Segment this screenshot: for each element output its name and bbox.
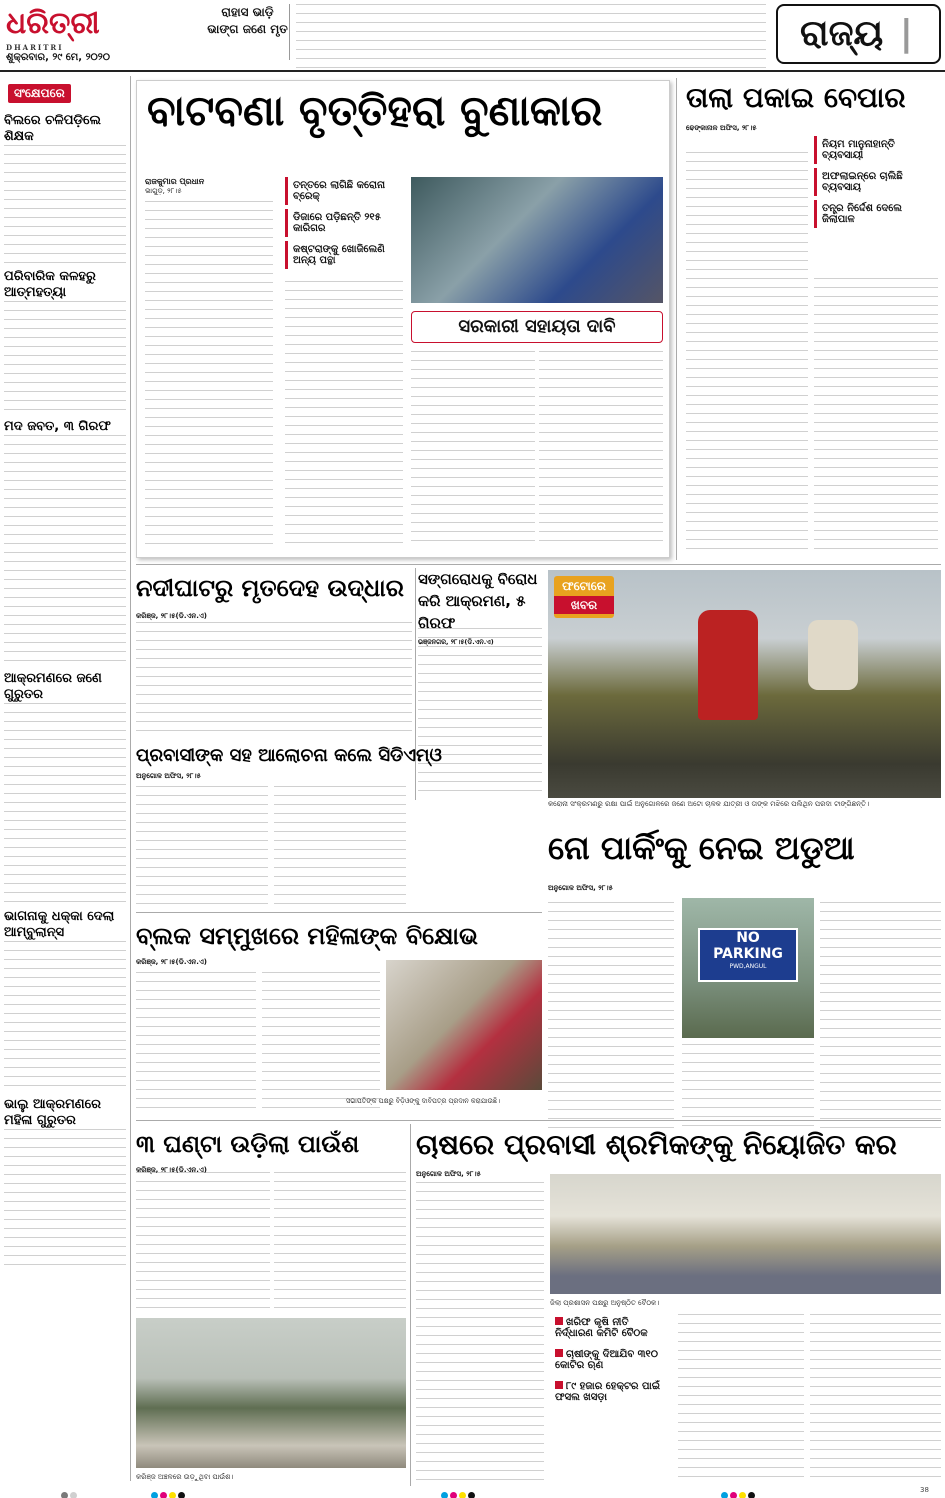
ash-caption: କରିଞ୍ଜ ଅଞ୍ଚଳରେ ଉଡ଼ୁଥିବା ପାଉଁଶ। (136, 1473, 234, 1481)
photo-news-tag: ଫଟୋରେ ଖବର (554, 576, 614, 618)
sidebar-briefs (4, 76, 126, 1481)
photo-news (548, 570, 941, 810)
cdmo-story (136, 742, 542, 910)
brief-headline: ମଦ ଜବତ, ୩ ଗିରଫ (4, 419, 111, 434)
brief-headline: ବିଲରେ ଚଳିପଡ଼ିଲେ ଶିକ୍ଷକ (4, 113, 101, 144)
protest-photo (386, 960, 542, 1090)
page-ref: 38 (920, 1486, 929, 1494)
parking-story (548, 818, 941, 1136)
block-story (136, 916, 542, 1112)
brief-headline: ଆକ୍ରମଣରେ ଜଣେ ଗୁରୁତର (4, 671, 102, 702)
lead-byline: ରାଜକୁମାର ପ୍ରଧାନ (145, 177, 205, 186)
photo-news-caption: କରୋନା ସଂକ୍ରମଣରୁ ରକ୍ଷା ପାଇଁ ଅନୁଗୋଳରେ ଜଣେ ଅଟୋ ଚାଳକ ଯାତ୍ରୀ ଓ ତାଙ୍କ ମଝିରେ ପଲିଥିନ ପରଦା ଟାଙ୍ଗିଛନ୍ତି। (548, 800, 870, 808)
brief-headline: ଭାଲୁ ଆକ୍ରମଣରେ ମହିଳା ଗୁରୁତର (4, 1097, 101, 1128)
lead-bullet: ଡିଜାରେ ପଡ଼ିଛନ୍ତି ୨୧୫ କାରିଗର (285, 209, 403, 237)
meeting-photo (550, 1174, 941, 1294)
business-bullet: ତନ୍ତ୍ର ନିର୍ଦ୍ଦେଶ ଦେଲେ ଜିଲାପାଳ (814, 200, 938, 228)
attack-dateline: ଭଞ୍ଜନଗର, ୨୮।୫(ଡି.ଏନ.ଏ) (418, 638, 494, 646)
attack-headline: ସଙ୍ଗରୋଧକୁ ବିରୋଧ କରି ଆକ୍ରମଣ, ୫ ଗିରଫ (418, 570, 538, 632)
river-headline: ନଦୀଘାଟରୁ ମୃତଦେହ ଉଦ୍ଧାର (136, 574, 404, 602)
print-registration-bar (0, 1486, 945, 1498)
farm-bullet: ୮୯ ହଜାର ହେକ୍ଟର ପାଇଁ ଫସଲ ଖସଡ଼ା (550, 1378, 670, 1406)
issue-date: ଶୁକ୍ରବାର, ୨୯ ମେ, ୨୦୨୦ (6, 52, 111, 63)
ash-headline: ୩ ଘଣ୍ଟା ଉଡ଼ିଲା ପାଉଁଶ (136, 1130, 360, 1158)
lead-bullet: କଷ୍ଟରାଙ୍କୁ ଖୋଜିଲେଣି ଅନ୍ୟ ପନ୍ଥା (285, 241, 403, 269)
block-dateline: କରିଞ୍ଜ, ୨୮।୫(ଡି.ଏନ.ଏ) (136, 958, 208, 966)
brief-headline: ପରିବାରିକ କଳହରୁ ଆତ୍ମହତ୍ୟା (4, 269, 96, 300)
no-parking-sign: NO PARKING PWD,ANGUL (698, 928, 798, 982)
lead-bullet: ତନ୍ତରେ ଲାଗିଛି କରୋନା ବ୍ରେକ୍ (285, 177, 403, 205)
river-story (136, 568, 412, 738)
business-story (680, 78, 940, 560)
business-headline: ତାଲା ପକାଇ ବେପାର (686, 81, 906, 114)
weaver-loom-photo (411, 177, 663, 303)
section-header: ରାଜ୍ୟ | (776, 4, 941, 64)
lead-headline: ବାଟବଣା ବୃତ୍ତିହରା ବୁଣାକାର (147, 86, 603, 135)
business-dateline: ଢେଙ୍କାନାଳ ଅଫିସ, ୨୮।୫ (686, 124, 757, 132)
farm-story (416, 1124, 941, 1486)
lead-subhead: ସରକାରୀ ସହାୟତା ଦାବି (411, 311, 663, 343)
farm-bullet: ଚାଷୀଙ୍କୁ ଦିଆଯିବ ୩୧୦ କୋଟିର ଋଣ (550, 1346, 670, 1374)
lead-story (136, 80, 670, 558)
cdmo-dateline: ଅନୁଗୋଳ ଅଫିସ, ୨୮।୫ (136, 772, 201, 780)
lead-dateline: ଭାଗୁଡ଼, ୨୮।୫ (145, 187, 182, 195)
top-story-text (296, 4, 766, 68)
block-headline: ବ୍ଲକ ସମ୍ମୁଖରେ ମହିଳାଙ୍କ ବିକ୍ଷୋଭ (136, 922, 478, 950)
no-parking-photo (682, 898, 814, 1038)
business-bullet: ନିୟମ ମାନୁନାହାନ୍ତି ବ୍ୟବସାୟୀ (814, 136, 938, 164)
block-caption: ସଭାପତିଙ୍କ ପକ୍ଷରୁ ବିଡ଼ିଓଙ୍କୁ ଦାବିପତ୍ର ପ୍ରଦାନ କରାଯାଉଛି। (346, 1097, 501, 1105)
brief-headline: ଭାଗନାକୁ ଧକ୍କା ଦେଲା ଆମ୍ବୁଲାନ୍ସ (4, 909, 115, 940)
river-dateline: କରିଞ୍ଜ, ୨୮।୫(ଡି.ଏନ.ଏ) (136, 612, 208, 620)
sidebar-label: ସଂକ୍ଷେପରେ (8, 84, 71, 103)
section-name: ରାଜ୍ୟ (800, 13, 884, 54)
ash-story (136, 1124, 406, 1486)
farm-dateline: ଅନୁଗୋଳ ଅଫିସ, ୨୮।୫ (416, 1170, 481, 1178)
parking-headline: ନୋ ପାର୍କିଂକୁ ନେଇ ଅଡୁଆ (548, 829, 855, 867)
farm-photo-caption: ଜିଲା ପ୍ରଶାସନ ପକ୍ଷରୁ ଅନୁଷ୍ଠିତ ବୈଠକ। (550, 1299, 660, 1307)
business-bullet: ଅଫଲାଇନ୍‌ରେ ଚାଲିଛି ବ୍ୟବସାୟ (814, 168, 938, 196)
masthead-teaser: ରାହାସ ଭାଡ଼ି ଭାଙ୍ଗ ଜଣେ ମୃତ (206, 4, 290, 60)
newspaper-logo: ଧରିତ୍ରୀ DHARITRI (6, 6, 100, 52)
cdmo-headline: ପ୍ରବାସୀଙ୍କ ସହ ଆଲୋଚନା କଲେ ସିଡିଏମ୍‌ଓ (136, 745, 442, 766)
farm-bullet: ଖରିଫ କୃଷି ନୀତି ନିର୍ଦ୍ଧାରଣ କମିଟି ବୈଠକ (550, 1314, 670, 1342)
farm-headline: ଚାଷରେ ପ୍ରବାସୀ ଶ୍ରମିକଙ୍କୁ ନିୟୋଜିତ କର (416, 1128, 897, 1161)
parking-dateline: ଅନୁଗୋଳ ଅଫିସ, ୨୮।୫ (548, 884, 613, 892)
ash-dateline: କରିଞ୍ଜ, ୨୮।୫(ଡି.ଏନ.ଏ) (136, 1166, 208, 1174)
ash-cloud-photo (136, 1318, 406, 1468)
